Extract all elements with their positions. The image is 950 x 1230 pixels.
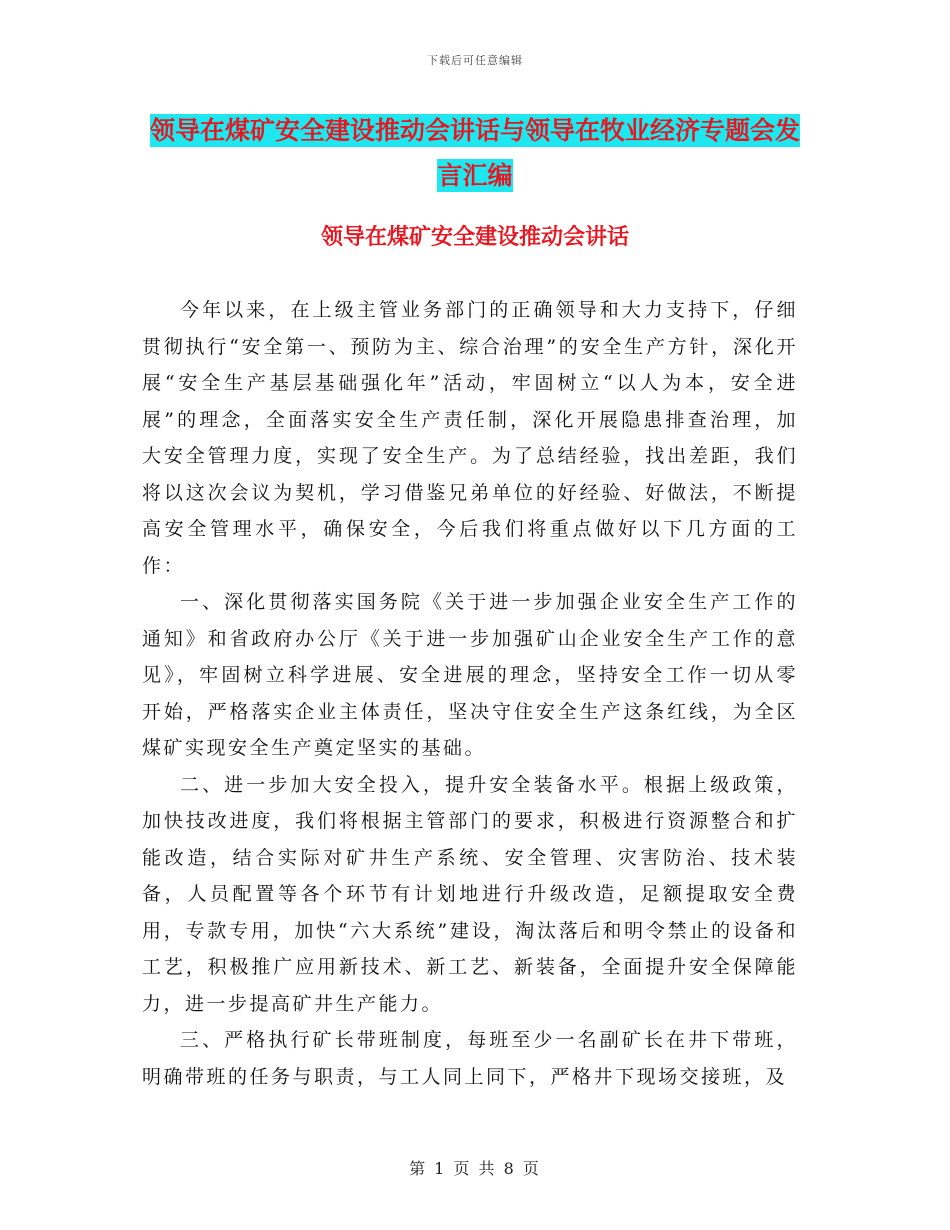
paragraph-intro: 今年以来，在上级主管业务部门的正确领导和大力支持下，仔细贯彻执行“安全第一、预防为主、综合治理”的安全生产方针，深化开展“安全生产基层基础强化年”活动，牢固树立“以人为本，安全进展”的理念，全面落实安全生产责任制，深化开展隐患排查治理，加大安全管理力度，实现了安全生产。为了总结经验，找出差距，我们将以这次会议为契机，学习借鉴兄弟单位的好经验、好做法，不断提高安全管理水平，确保安全，今后我们将重点做好以下几方面的工作： xyxy=(142,299,798,577)
paragraph-item-1: 一、深化贯彻落实国务院《关于进一步加强企业安全生产工作的通知》和省政府办公厅《关于进一步加强矿山企业安全生产工作的意见》，牢固树立科学进展、安全进展的理念，坚持安全工作一切从零开始，严格落实企业主体责任，坚决守住安全生产这条红线，为全区煤矿实现安全生产奠定坚实的基础。 xyxy=(142,591,798,759)
page-header-note: 下载后可任意编辑 xyxy=(427,54,523,67)
document-body xyxy=(142,292,798,1095)
paragraph-item-2: 二、进一步加大安全投入，提升安全装备水平。根据上级政策，加快技改进度，我们将根据主管部门的要求，积极进行资源整合和扩能改造，结合实际对矿井生产系统、安全管理、灾害防治、技术装备，人员配置等各个环节有计划地进行升级改造，足额提取安全费用，专款专用，加快“六大系统”建设，淘汰落后和明令禁止的设备和工艺，积极推广应用新技术、新工艺、新装备，全面提升安全保障能力，进一步提高矿井生产能力。 xyxy=(142,773,798,1015)
document-title-text: 领导在煤矿安全建设推动会讲话与领导在牧业经济专题会发言汇编 xyxy=(149,116,800,190)
paragraph-item-3: 三、严格执行矿长带班制度，每班至少一名副矿长在井下带班，明确带班的任务与职责，与工人同上同下，严格井下现场交接班，及 xyxy=(142,1029,798,1088)
document-title xyxy=(140,108,810,198)
page-number: 第 1 页 共 8 页 xyxy=(409,1159,541,1178)
section-title: 领导在煤矿安全建设推动会讲话 xyxy=(320,225,629,250)
